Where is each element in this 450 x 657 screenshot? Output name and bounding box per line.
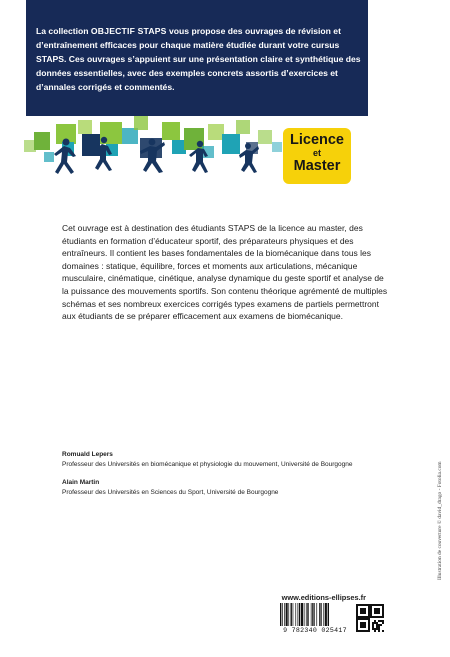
banner-text-body: vous propose des ouvrages de révision et d’entraînement efficaces pour chaque matière étudiée durant votre cursus STAPS. Ces ouvrages s’appuient sur une présentation claire et synthétique des données essentielles, avec des exemples concrets assortis d’exercices et d’annales corrigés et commentés. (36, 26, 361, 92)
isbn-number: 9 782340 025417 (283, 627, 347, 634)
collection-name: OBJECTIF STAPS (90, 26, 167, 36)
collection-description (36, 24, 366, 94)
badge-line-et: et (312, 148, 321, 158)
author-block (62, 450, 353, 470)
qr-code-icon (356, 604, 384, 632)
cover-illustration-credit: Illustration de couverture © david_drago - Fotolia.com (437, 461, 443, 580)
badge-line-master: Master (293, 158, 341, 174)
publisher-website: www.editions-ellipses.fr (281, 593, 366, 602)
badge-line-licence: Licence (290, 132, 344, 148)
sports-silhouettes-illustration (22, 112, 290, 192)
author-name: Romuald Lepers (62, 451, 113, 458)
banner-text-intro: La collection (36, 26, 91, 36)
collection-banner (26, 0, 368, 116)
author-block (62, 478, 278, 498)
author-name: Alain Martin (62, 479, 100, 486)
book-description: Cet ouvrage est à destination des étudiants STAPS de la licence au master, des étudiants en formation d’éducateur sportif, des préparateurs physiques et des entraîneurs. Il contient les bases fondamentales de la biomécanique dans tous les domaines : statique, équilibre, forces et moments aux articulations, mécanique musculaire, cinématique, cinétique, analyse dynamique du geste sportif et analyse de la puissance des mouvements sportifs. Son contenu théorique agrémenté de multiples schémas et ses nombreux exercices corrigés types examens de partiels permettront aux étudiants de se préparer efficacement aux examens de biomécanique. (62, 223, 388, 322)
author-title: Professeur des Universités en biomécanique et physiologie du mouvement, Université de Bourgogne (62, 461, 353, 468)
author-title: Professeur des Universités en Sciences du Sport, Université de Bourgogne (62, 489, 279, 496)
level-badge (283, 128, 351, 184)
